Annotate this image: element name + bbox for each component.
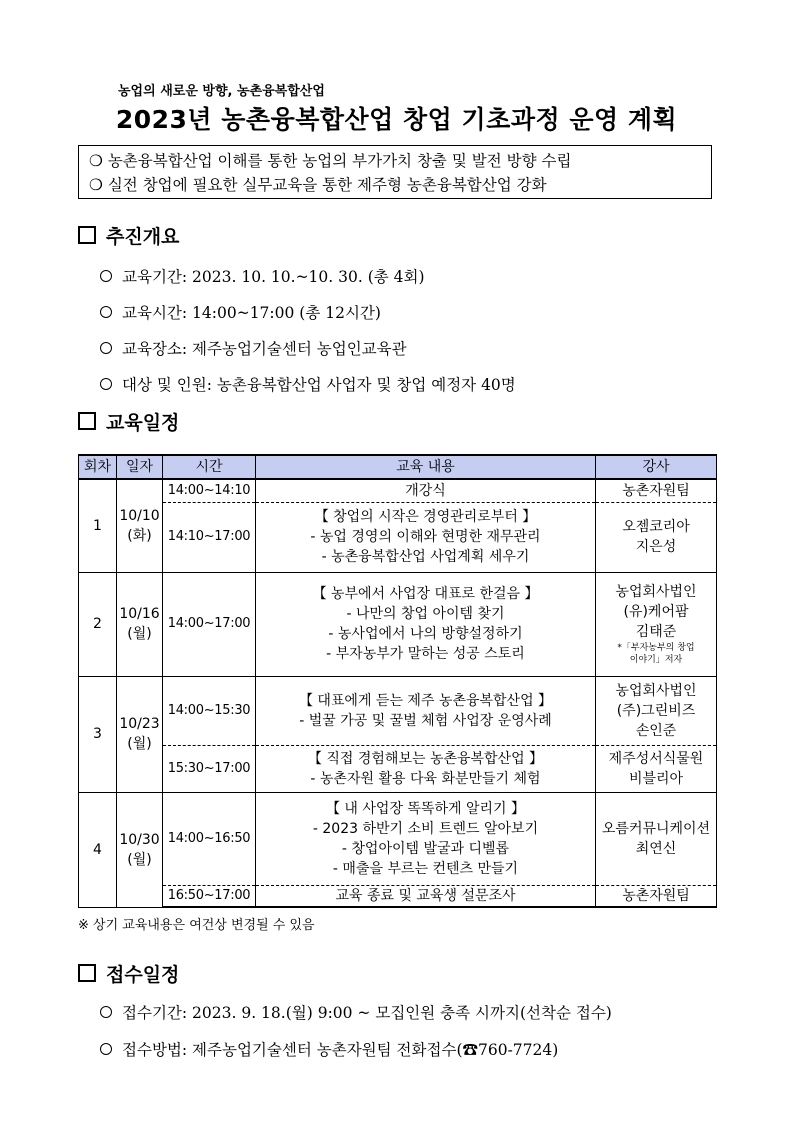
table-row — [79, 676, 717, 745]
header-cell: 시간 — [163, 455, 256, 479]
instructor-line: 농업회사법인 — [615, 682, 697, 699]
overview-item — [100, 337, 407, 359]
content-line: 【 대표에게 듣는 제주 농촌융복합산업 】 — [298, 692, 553, 709]
content-line: - 창업아이템 발굴과 디벨롭 — [341, 840, 510, 857]
instructor-line: 오젬코리아 — [622, 519, 690, 535]
instructor-cell: 농촌자원팀 — [596, 479, 717, 502]
overview-text: 교육시간: 14:00~17:00 (총 12시간) — [122, 304, 381, 322]
time-cell: 14:00~14:10 — [163, 479, 256, 502]
instructor-cell — [596, 745, 717, 792]
table-row — [79, 572, 717, 676]
content-line: - 농촌융복합산업 사업계획 세우기 — [321, 549, 530, 565]
document-title: 2023년 농촌융복합산업 창업 기초과정 운영 계획 — [115, 105, 678, 134]
content-line: - 농업 경영의 이해와 현명한 재무관리 — [310, 529, 541, 545]
circle-bullet-icon — [100, 270, 112, 282]
instructor-line: 제주성서식물원 — [608, 750, 704, 767]
time-cell: 14:10~17:00 — [163, 502, 256, 572]
instructor-line: 농업회사법인 — [615, 584, 697, 600]
header-cell: 회차 — [79, 455, 117, 479]
date-text: 10/16 — [119, 606, 160, 622]
circle-bullet-icon — [100, 378, 112, 390]
instructor-cell — [596, 502, 717, 572]
content-cell — [256, 676, 596, 745]
instructor-line: 오름커뮤니케이션 — [601, 820, 711, 837]
content-cell — [256, 792, 596, 885]
circle-bullet-icon — [100, 1006, 112, 1018]
time-cell: 14:00~16:50 — [163, 792, 256, 885]
schedule-table — [78, 454, 717, 908]
document-subtitle: 농업의 새로운 방향, 농촌융복합산업 — [118, 84, 325, 99]
session-date — [117, 792, 163, 907]
content-line: - 벌꿀 가공 및 꿀벌 체험 사업장 운영사례 — [299, 712, 552, 729]
registration-text: 접수기간: 2023. 9. 18.(월) 9:00 ~ 모집인원 충족 시까지(선착순 접수) — [122, 1004, 612, 1022]
session-date — [117, 479, 163, 572]
time-cell: 15:30~17:00 — [163, 745, 256, 792]
checkbox-square-icon — [78, 964, 96, 982]
overview-item — [100, 265, 425, 287]
instructor-line: 지은성 — [635, 539, 677, 555]
time-cell: 16:50~17:00 — [163, 885, 256, 907]
content-line: 【 농부에서 사업장 대표로 한걸음 】 — [312, 586, 539, 602]
table-row — [79, 885, 717, 907]
instructor-line: 비블리아 — [628, 770, 684, 787]
instructor-note: *「부자농부의 창업 — [617, 643, 695, 653]
day-text: (월) — [127, 851, 152, 868]
instructor-line: (유)케어팜 — [623, 604, 689, 620]
instructor-cell — [596, 572, 717, 676]
checkbox-square-icon — [78, 412, 96, 430]
header-cell: 일자 — [117, 455, 163, 479]
content-line: - 나만의 창업 아이템 찾기 — [346, 606, 505, 622]
table-row — [79, 792, 717, 885]
content-cell — [256, 745, 596, 792]
checkbox-square-icon — [78, 226, 96, 244]
table-row — [79, 502, 717, 572]
instructor-cell: 농촌자원팀 — [596, 885, 717, 907]
instructor-line: 손인준 — [635, 722, 677, 739]
content-cell — [256, 502, 596, 572]
table-row — [79, 479, 717, 502]
overview-text: 대상 및 인원: 농촌융복합산업 사업자 및 창업 예정자 40명 — [122, 376, 516, 394]
instructor-line: (주)그린비즈 — [616, 702, 696, 719]
content-line: - 매출을 부르는 컨텐츠 만들기 — [332, 860, 519, 877]
content-cell: 개강식 — [256, 479, 596, 502]
overview-text: 교육장소: 제주농업기술센터 농업인교육관 — [122, 340, 407, 358]
day-text: (월) — [127, 626, 152, 642]
session-date — [117, 676, 163, 792]
date-text: 10/30 — [119, 831, 160, 848]
instructor-line: 최연신 — [635, 840, 677, 857]
content-line: - 농사업에서 나의 방향설정하기 — [328, 626, 523, 642]
time-cell: 14:00~15:30 — [163, 676, 256, 745]
session-date — [117, 572, 163, 676]
overview-item — [100, 301, 381, 323]
registration-item — [100, 1038, 558, 1060]
section-title: 교육일정 — [106, 412, 180, 434]
circle-bullet-icon — [100, 1043, 112, 1055]
instructor-note: 이야기」저자 — [629, 655, 683, 665]
header-cell: 강사 — [596, 455, 717, 479]
goal-item: ❍ 실전 창업에 필요한 실무교육을 통한 제주형 농촌융복합산업 강화 — [89, 176, 547, 194]
day-text: (화) — [127, 527, 152, 544]
date-text: 10/23 — [119, 716, 160, 732]
goal-item: ❍ 농촌융복합산업 이해를 통한 농업의 부가가치 창출 및 발전 방향 수립 — [89, 152, 572, 170]
instructor-cell — [596, 676, 717, 745]
table-row — [79, 745, 717, 792]
time-cell: 14:00~17:00 — [163, 572, 256, 676]
goals-box — [78, 145, 712, 199]
circle-bullet-icon — [100, 306, 112, 318]
content-cell — [256, 572, 596, 676]
section-title: 접수일정 — [106, 964, 180, 986]
session-number: 1 — [79, 479, 117, 572]
content-line: 【 창업의 시작은 경영관리로부터 】 — [314, 509, 537, 525]
section-title: 추진개요 — [106, 226, 180, 248]
session-number: 2 — [79, 572, 117, 676]
session-number: 3 — [79, 676, 117, 792]
session-number: 4 — [79, 792, 117, 907]
section-heading-overview — [78, 222, 179, 249]
circle-bullet-icon — [100, 342, 112, 354]
table-header-row — [79, 455, 717, 479]
registration-item — [100, 1001, 612, 1023]
content-line: 【 내 사업장 똑똑하게 알리기 】 — [325, 800, 525, 817]
content-cell: 교육 종료 및 교육생 설문조사 — [256, 885, 596, 907]
overview-text: 교육기간: 2023. 10. 10.~10. 30. (총 4회) — [122, 268, 425, 286]
schedule-footnote: ※ 상기 교육내용은 여건상 변경될 수 있음 — [78, 918, 315, 933]
section-heading-registration — [78, 960, 179, 987]
content-line: - 2023 하반기 소비 트렌드 알아보기 — [312, 820, 539, 837]
section-heading-schedule — [78, 408, 179, 435]
date-text: 10/10 — [119, 507, 160, 524]
content-line: - 부자농부가 말하는 성공 스토리 — [326, 646, 525, 662]
instructor-cell — [596, 792, 717, 885]
instructor-line: 김태준 — [635, 624, 677, 640]
registration-text: 접수방법: 제주농업기술센터 농촌자원팀 전화접수(☎760-7724) — [122, 1041, 559, 1059]
content-line: 【 직접 경험해보는 농촌융복합산업 】 — [307, 750, 544, 767]
header-cell: 교육 내용 — [256, 455, 596, 479]
content-line: - 농촌자원 활용 다육 화분만들기 체험 — [310, 770, 541, 787]
overview-item — [100, 373, 516, 395]
day-text: (월) — [127, 736, 152, 752]
